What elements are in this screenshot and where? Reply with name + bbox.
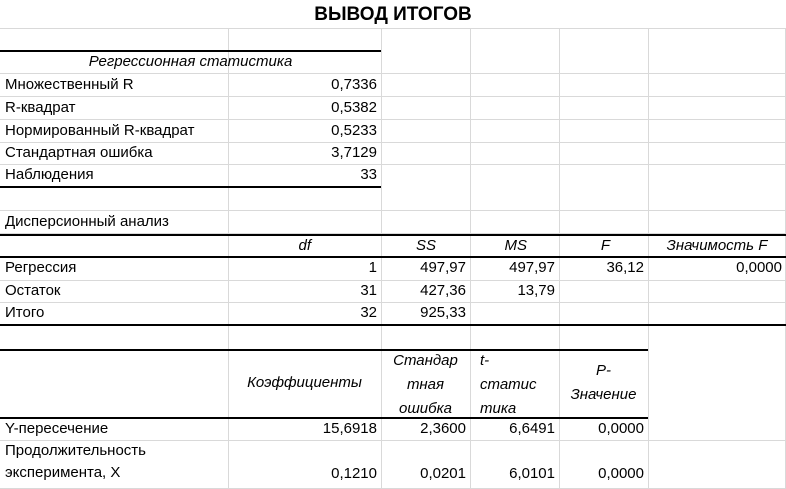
anova-title: Дисперсионный анализ (5, 213, 169, 230)
coef-header-t-stat-line: тика (480, 400, 517, 417)
coef-header-std-error (381, 349, 470, 421)
anova-ss: 925,33 (420, 304, 466, 321)
grid-line (0, 28, 786, 29)
coef-header-p-value-line: P- (596, 362, 611, 379)
anova-row-label: Итого (5, 304, 45, 321)
anova-ms: 497,97 (509, 259, 555, 276)
anova-header-ss: SS (415, 237, 436, 254)
stat-label: Стандартная ошибка (5, 144, 153, 161)
coef-row-label-line: эксперимента, X (5, 464, 121, 481)
anova-f: 36,12 (606, 259, 644, 276)
coef-header-p-value-line: Значение (570, 386, 637, 403)
stat-label: Множественный R (5, 76, 134, 93)
coef-row-label: Y-пересечение (5, 420, 109, 437)
anova-significance: 0,0000 (736, 259, 782, 276)
page-title: ВЫВОД ИТОГОВ (314, 4, 472, 25)
coef-value: 15,6918 (322, 420, 377, 437)
coef-header-std-error-line: Стандар (393, 352, 458, 369)
anova-ss: 427,36 (420, 282, 466, 299)
anova-header-f: F (600, 237, 610, 254)
stat-value: 33 (360, 166, 377, 183)
table-border (0, 324, 786, 326)
coef-header-std-error-line: тная (406, 376, 445, 393)
coef-header-coefficients: Коэффициенты (247, 374, 362, 391)
stat-value: 0,5382 (331, 99, 377, 116)
anova-header-df: df (298, 237, 311, 254)
regression-stats-header: Регрессионная статистика (88, 53, 293, 70)
anova-header-ms: MS (504, 237, 527, 254)
stat-value: 0,5233 (331, 122, 377, 139)
anova-ms: 13,79 (517, 282, 555, 299)
coef-header-t-stat (470, 349, 559, 421)
anova-row-label: Регрессия (5, 259, 77, 276)
anova-ss: 497,97 (420, 259, 466, 276)
table-border (0, 186, 381, 188)
stat-label: Нормированный R-квадрат (5, 122, 195, 139)
anova-row-label: Остаток (5, 282, 61, 299)
anova-df: 32 (360, 304, 377, 321)
coef-std-error: 0,0201 (420, 465, 466, 482)
coef-row-label-line: Продолжительность (5, 442, 146, 459)
anova-df: 31 (360, 282, 377, 299)
coef-row-label (0, 440, 228, 484)
coef-std-error: 2,3600 (420, 420, 466, 437)
stat-label: Наблюдения (5, 166, 94, 183)
coef-header-std-error-line: ошибка (399, 400, 452, 417)
coef-t-stat: 6,0101 (509, 465, 555, 482)
anova-header-significance: Значимость F (666, 237, 768, 254)
coef-header-p-value (559, 359, 648, 407)
stat-value: 3,7129 (331, 144, 377, 161)
stat-value: 0,7336 (331, 76, 377, 93)
coef-value: 0,1210 (331, 465, 377, 482)
coef-header-t-stat-line: статис (480, 376, 537, 393)
stat-label: R-квадрат (5, 99, 76, 116)
coef-t-stat: 6,6491 (509, 420, 555, 437)
coef-header-t-stat-line: t- (480, 352, 490, 369)
coef-p-value: 0,0000 (598, 465, 644, 482)
coef-p-value: 0,0000 (598, 420, 644, 437)
anova-df: 1 (368, 259, 377, 276)
